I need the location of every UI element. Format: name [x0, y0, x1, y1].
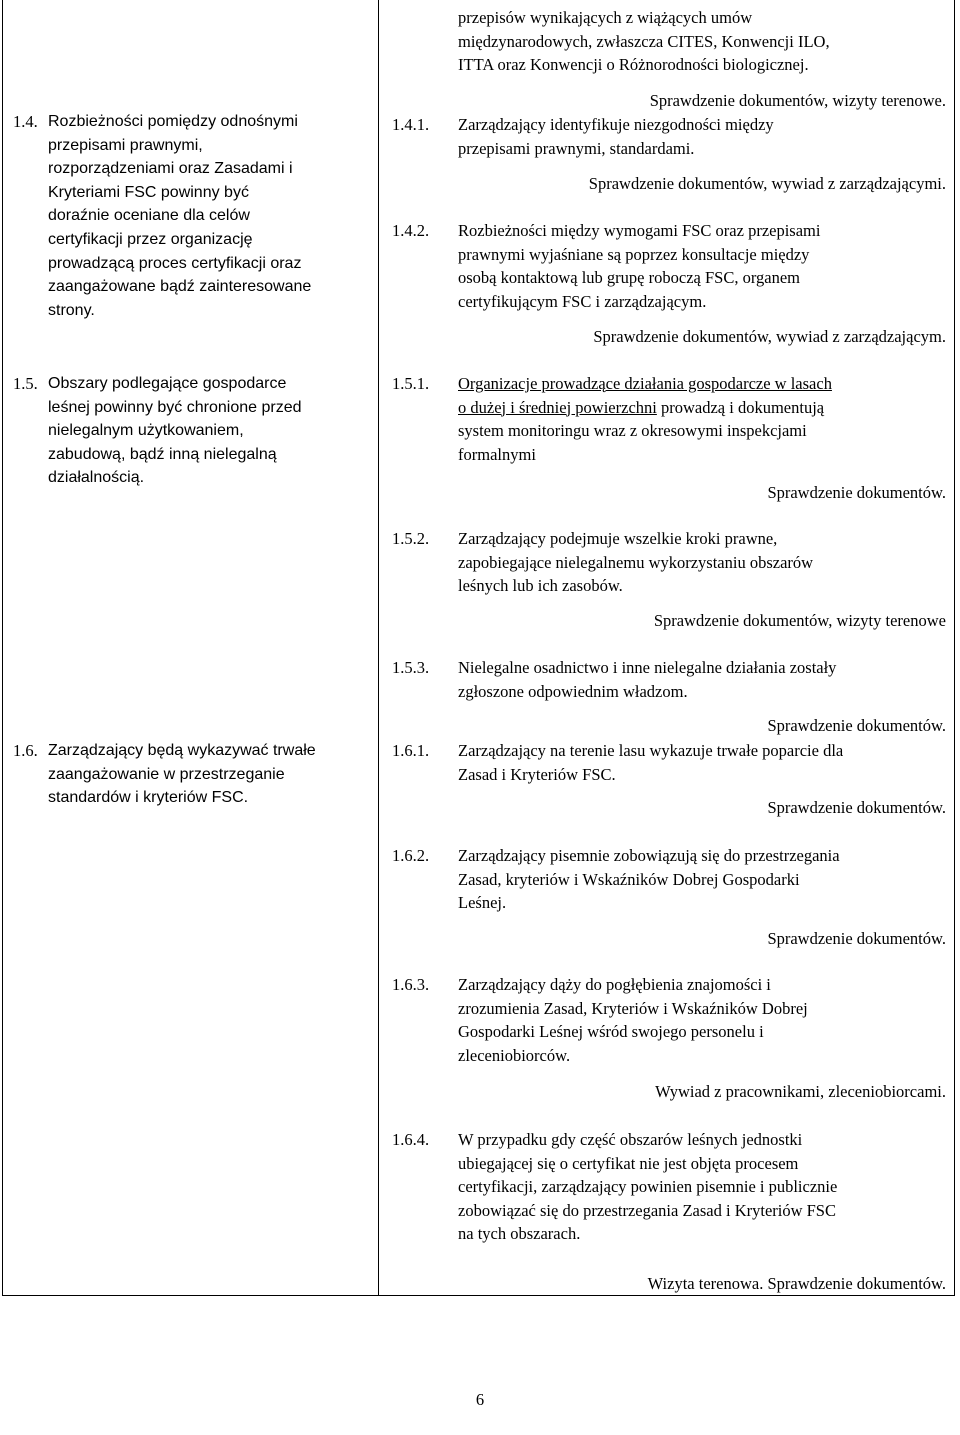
indicator-line: Zasad i Kryteriów FSC. [458, 764, 616, 784]
indicator-line: leśnych lub ich zasobów. [458, 576, 623, 596]
indicator-line: Nielegalne osadnictwo i inne nielegalne działania zostały [458, 658, 837, 677]
criterion-line: prowadzącą proces certyfikacji oraz [48, 254, 302, 272]
criterion-line: działalnością. [48, 469, 145, 487]
indicator-line: prawnymi wyjaśniane są poprzez konsultacje między [458, 244, 810, 264]
indicator-line: Zasad, kryteriów i Wskaźników Dobrej Gospodarki [458, 869, 800, 889]
indicator-number: 1.6.1. [392, 741, 430, 760]
indicator-line: formalnymi [458, 444, 536, 464]
indicator-line: osobą kontaktową lub grupę roboczą FSC, organem [458, 268, 801, 288]
indicator-line: W przypadku gdy część obszarów leśnych jednostki [458, 1130, 803, 1149]
criterion-line: zabudową, bądź inną nielegalną [48, 445, 277, 463]
criterion-line: Rozbieżności pomiędzy odnośnymi [48, 113, 298, 130]
indicator-number: 1.6.2. [392, 846, 430, 865]
indicator-line: system monitoringu wraz z okresowymi inspekcjami [458, 421, 807, 441]
indicator-number: 1.6.3. [392, 975, 430, 994]
indicator-number: 1.4.1. [392, 115, 430, 134]
indicator-number: 1.5.3. [392, 658, 430, 677]
indicator-line: przepisami prawnymi, standardami. [458, 138, 695, 158]
criterion-line: zaangażowanie w przestrzeganie [48, 765, 285, 783]
indicator-line: prowadzą i dokumentują [656, 397, 825, 417]
criterion-line: strony. [48, 301, 95, 319]
indicator-line-underlined: Organizacje prowadzące działania gospodarcze w lasach [458, 374, 832, 393]
indicator-line: zleceniobiorców. [458, 1045, 571, 1065]
criterion-number: 1.6. [13, 741, 38, 760]
indicator-number: 1.5.2. [392, 529, 430, 548]
indicator-line: Zarządzający identyfikuje niezgodności między [458, 115, 774, 134]
column-divider [378, 0, 379, 1296]
indicator-line: zgłoszone odpowiednim władzom. [458, 681, 688, 701]
criterion-line: certyfikacji przez organizację [48, 230, 253, 248]
indicator-line: międzynarodowych, zwłaszcza CITES, Konwencji ILO, [458, 31, 830, 51]
indicator-line: certyfikującym FSC i zarządzającym. [458, 291, 707, 311]
criterion-line: Zarządzający będą wykazywać trwałe [48, 742, 316, 759]
indicator-line: ubiegającej się o certyfikat nie jest objęta procesem [458, 1153, 799, 1173]
indicator-line: Rozbieżności między wymogami FSC oraz przepisami [458, 221, 821, 240]
indicator-line: Zarządzający pisemnie zobowiązują się do przestrzegania [458, 846, 840, 865]
verification-method: Sprawdzenie dokumentów. [767, 929, 946, 948]
criterion-line: standardów i kryteriów FSC. [48, 789, 249, 807]
verification-method: Sprawdzenie dokumentów. [767, 798, 946, 817]
indicator-line: zapobiegające nielegalnemu wykorzystaniu obszarów [458, 552, 814, 572]
criterion-line: rozporządzeniami oraz Zasadami i [48, 160, 293, 178]
verification-method: Sprawdzenie dokumentów, wywiad z zarządzającym. [593, 327, 946, 346]
verification-method: Wywiad z pracownikami, zleceniobiorcami. [655, 1082, 946, 1101]
indicator-line: certyfikacji, zarządzający powinien pisemnie i publicznie [458, 1177, 838, 1197]
verification-method: Sprawdzenie dokumentów. [767, 483, 946, 502]
criterion-line: Obszary podlegające gospodarce [48, 375, 287, 392]
verification-method: Wizyta terenowa. Sprawdzenie dokumentów. [647, 1274, 946, 1293]
indicator-number: 1.4.2. [392, 221, 430, 240]
criterion-line: zaangażowane bądź zainteresowane [48, 278, 312, 296]
indicator-line: ITTA oraz Konwencji o Różnorodności biologicznej. [458, 55, 809, 75]
indicator-line: Zarządzający podejmuje wszelkie kroki prawne, [458, 529, 778, 548]
indicator-line: przepisów wynikających z wiążących umów [458, 8, 753, 27]
indicator-line-underlined: o dużej i średniej powierzchni [458, 397, 657, 417]
criterion-number: 1.5. [13, 374, 38, 393]
indicator-line: zobowiązać się do przestrzegania Zasad i Kryteriów FSC [458, 1200, 836, 1220]
indicator-line: Leśnej. [458, 893, 507, 913]
verification-method: Sprawdzenie dokumentów, wywiad z zarządzającymi. [588, 174, 946, 193]
indicator-line: na tych obszarach. [458, 1224, 581, 1244]
criterion-line: przepisami prawnymi, [48, 136, 203, 154]
indicator-line: zrozumienia Zasad, Kryteriów i Wskaźników Dobrej [458, 998, 808, 1018]
indicator-line: Gospodarki Leśnej wśród swojego personelu i [458, 1022, 764, 1042]
criterion-line: nielegalnym użytkowaniem, [48, 422, 244, 440]
indicator-line: Zarządzający na terenie lasu wykazuje trwałe poparcie dla [458, 741, 844, 760]
verification-method: Sprawdzenie dokumentów. [767, 716, 946, 735]
indicator-line: Zarządzający dąży do pogłębienia znajomości i [458, 975, 771, 994]
criterion-line: leśnej powinny być chronione przed [48, 398, 302, 416]
indicator-number: 1.5.1. [392, 374, 430, 393]
indicator-number: 1.6.4. [392, 1130, 430, 1149]
criterion-number: 1.4. [13, 112, 38, 131]
criterion-line: doraźnie oceniane dla celów [48, 207, 250, 225]
criterion-line: Kryteriami FSC powinny być [48, 183, 249, 201]
page-number: 6 [475, 1390, 485, 1409]
verification-method: Sprawdzenie dokumentów, wizyty terenowe [653, 611, 946, 630]
verification-method: Sprawdzenie dokumentów, wizyty terenowe. [649, 91, 946, 110]
